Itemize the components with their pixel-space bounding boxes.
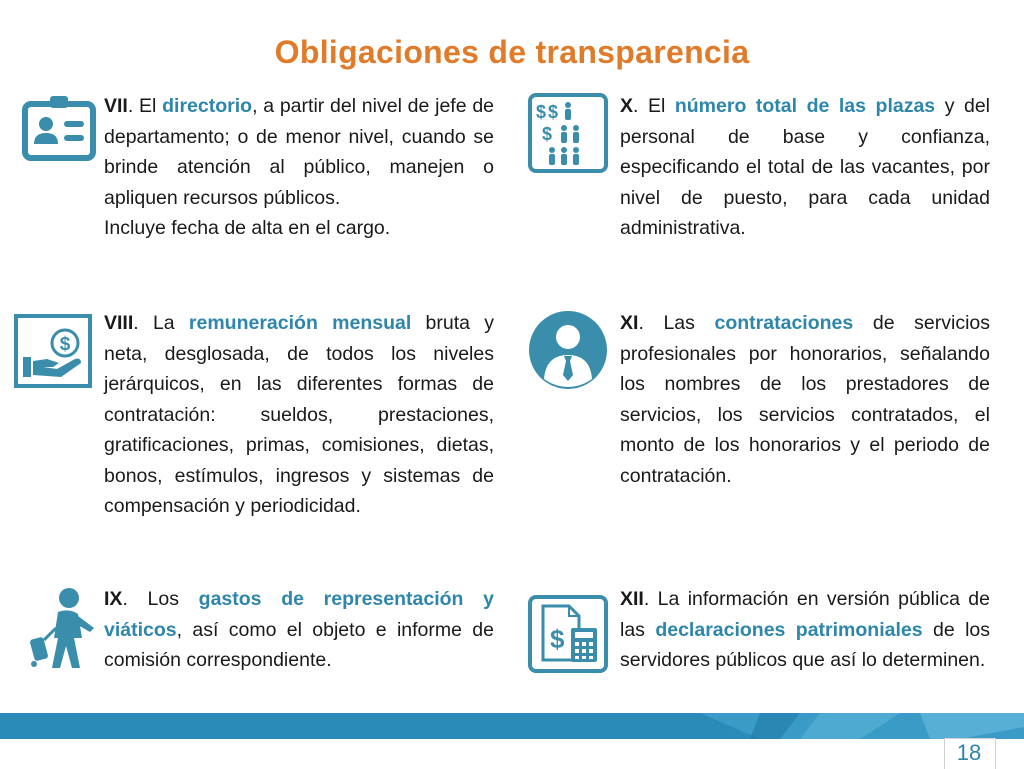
item-pre: . El: [127, 95, 163, 117]
item-pre: . La información en versión pública de las: [620, 588, 990, 641]
item-post: , así como el objeto e informe de comisión correspondiente.: [104, 618, 494, 671]
item-number: X: [620, 95, 634, 117]
salary-hand-icon: [13, 313, 93, 389]
item-highlight: remuneración mensual: [188, 312, 412, 334]
item-text: [104, 91, 494, 244]
page-title: Obligaciones de transparencia: [274, 34, 750, 70]
item-post: bruta y neta, desglosada, de todos los niveles jerárquicos, en las diferentes formas de contratación: sueldos, prestaciones, gratificaciones, primas, comisiones, dietas, bonos, estímulos, ingresos y sistemas de compensación y periodicidad.: [104, 312, 494, 517]
professional-person-icon: [527, 309, 609, 391]
dollar-glyph: $: [536, 102, 547, 122]
item-number: XI: [620, 312, 639, 334]
page-number: 18: [956, 740, 982, 765]
item-number: IX: [104, 588, 123, 610]
item-post: y del personal de base y confianza, especificando el total de las vacantes, por nivel de puesto, para cada unidad administrativa.: [620, 95, 991, 239]
dollar-glyph: $: [59, 334, 71, 355]
item-number: VIII: [104, 312, 134, 334]
item-number: XII: [620, 588, 644, 610]
item-post: , a partir del nivel de jefe de departamento; o de menor nivel, cuando se brinde atención al público, manejen o apliquen recursos públicos.: [104, 95, 495, 209]
item-text: [620, 91, 990, 244]
item-highlight: contrataciones: [714, 312, 854, 334]
item-pre: . Las: [638, 312, 715, 334]
staff-positions-icon: [527, 92, 609, 174]
item-text: [620, 308, 990, 491]
item-highlight: número total de las plazas: [674, 95, 936, 117]
item-post: de servicios profesionales por honorarios, señalando los nombres de los prestadores de servicios, los servicios contratados, el monto de los honorarios y el periodo de contratación.: [620, 312, 990, 487]
item-post: de los servidores públicos que así lo determinen.: [620, 618, 990, 671]
dollar-glyph: $: [548, 102, 559, 122]
item-pre: . Los: [122, 588, 199, 610]
traveler-icon: [22, 586, 102, 672]
item-pre: . La: [133, 312, 189, 334]
item-highlight: declaraciones patrimoniales: [655, 618, 923, 641]
item-highlight: directorio: [162, 95, 253, 117]
item-pre: . El: [633, 95, 675, 117]
dollar-glyph: $: [542, 124, 553, 144]
id-badge-icon: [22, 96, 96, 162]
item-text: [104, 308, 494, 522]
dollar-glyph: $: [550, 624, 565, 654]
item-number: VII: [104, 95, 128, 117]
item-text: [104, 584, 494, 676]
item-text: [620, 584, 990, 676]
footer-band: [0, 713, 1024, 739]
document-calculator-icon: [527, 594, 609, 674]
item-extra: Incluye fecha de alta en el cargo.: [104, 217, 391, 239]
item-highlight: gastos de representación y viáticos: [104, 588, 494, 641]
